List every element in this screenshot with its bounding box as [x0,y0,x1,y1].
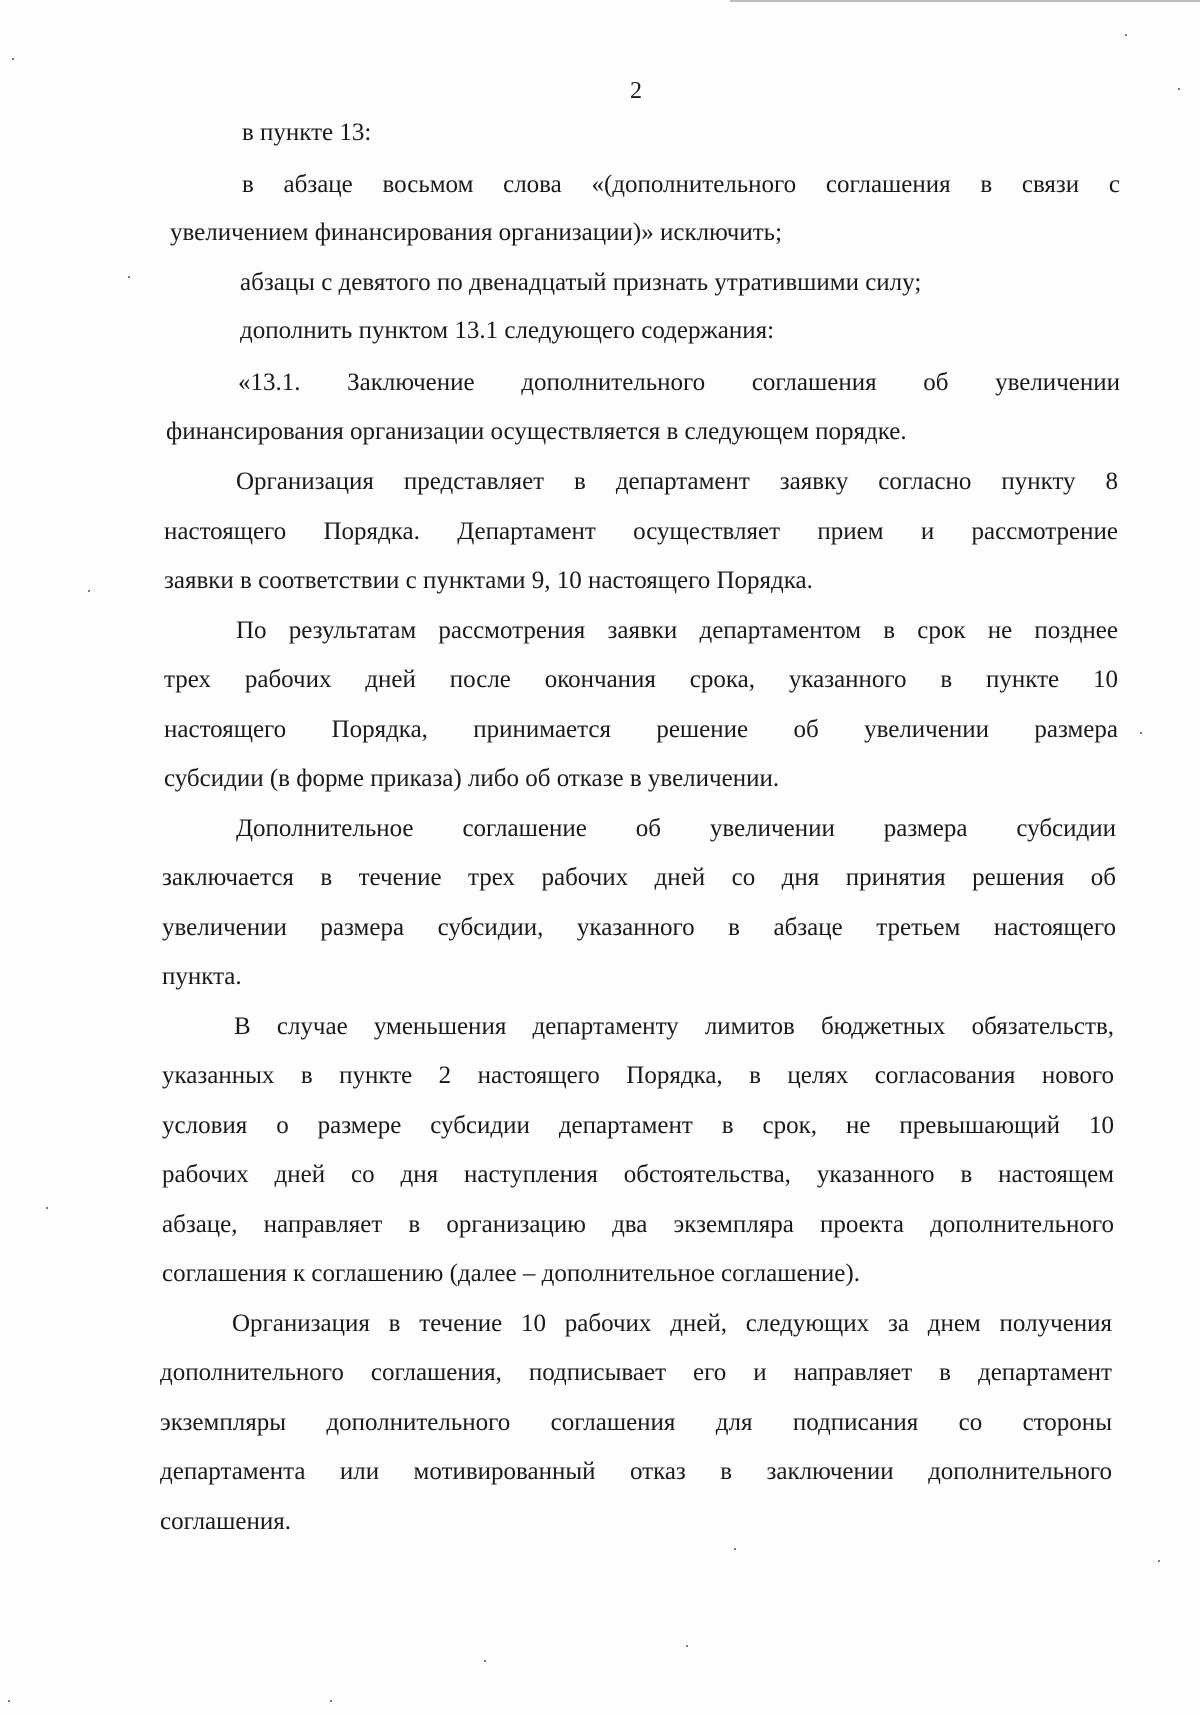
text-line: экземпляры дополнительного соглашения для подписания со стороны [160,1409,1112,1436]
text-line: В случае уменьшения департаменту лимитов бюджетных обязательств, [234,1013,1114,1040]
scan-speck [12,58,14,60]
text-line: трех рабочих дней после окончания срока, указанного в пункте 10 [164,666,1118,693]
text-line: рабочих дней со дня наступления обстоятельства, указанного в настоящем [162,1161,1114,1188]
scan-speck [734,1548,736,1550]
scan-speck [1178,88,1180,90]
scan-speck [88,590,90,592]
text-line: заявки в соответствии с пунктами 9, 10 настоящего Порядка. [164,567,813,594]
scan-speck [1125,34,1127,36]
text-line: Организация в течение 10 рабочих дней, следующих за днем получения [232,1310,1112,1337]
text-line: дополнительного соглашения, подписывает его и направляет в департамент [160,1359,1112,1386]
text-line: увеличении размера субсидии, указанного в абзаце третьем настоящего [162,914,1116,941]
text-line: настоящего Порядка. Департамент осуществляет прием и рассмотрение [164,518,1118,545]
page-number: 2 [630,78,642,104]
text-line: указанных в пункте 2 настоящего Порядка, в целях согласования нового [162,1062,1114,1089]
scan-speck [128,276,130,278]
text-line: Организация представляет в департамент заявку согласно пункту 8 [236,468,1118,495]
text-line: По результатам рассмотрения заявки департаментом в срок не позднее [236,617,1118,644]
text-line: дополнить пунктом 13.1 следующего содержания: [240,317,775,344]
text-line: в абзаце восьмом слова «(дополнительного соглашения в связи с [242,171,1120,198]
text-line: Дополнительное соглашение об увеличении размера субсидии [236,815,1116,842]
scan-speck [686,1645,688,1647]
scan-speck [484,1660,486,1662]
text-line: абзацы с девятого по двенадцатый признать утратившими силу; [240,269,922,296]
text-line: соглашения к соглашению (далее – дополнительное соглашение). [162,1260,860,1287]
scan-speck [46,1207,48,1209]
scan-speck [330,1700,332,1702]
text-line: увеличением финансирования организации)» исключить; [170,219,783,246]
text-line: департамента или мотивированный отказ в заключении дополнительного [160,1458,1112,1485]
scan-speck [1140,732,1142,734]
text-line: финансирования организации осуществляется в следующем порядке. [166,418,907,445]
text-line: условия о размере субсидии департамент в срок, не превышающий 10 [162,1112,1114,1139]
text-line: настоящего Порядка, принимается решение об увеличении размера [164,716,1118,743]
text-line: пункта. [162,963,242,990]
text-line: субсидии (в форме приказа) либо об отказе в увеличении. [164,765,780,792]
text-line: в пункте 13: [242,119,372,146]
top-edge-rule [730,0,1200,2]
text-line: заключается в течение трех рабочих дней со дня принятия решения об [162,864,1116,891]
scan-speck [8,1700,10,1702]
text-line: соглашения. [160,1508,292,1535]
text-line: «13.1. Заключение дополнительного соглашения об увеличении [238,369,1120,396]
scan-speck [1158,1560,1160,1562]
text-line: абзаце, направляет в организацию два экземпляра проекта дополнительного [162,1211,1114,1238]
